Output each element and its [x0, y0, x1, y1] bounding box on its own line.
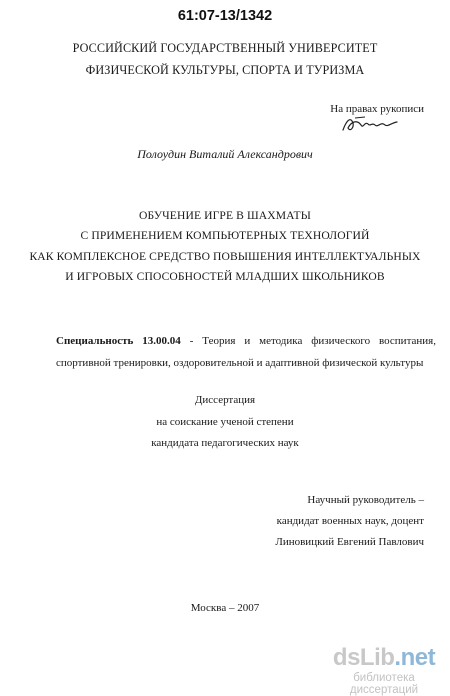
supervisor-title: Научный руководитель – — [307, 494, 424, 506]
watermark-logo — [322, 644, 446, 672]
dissertation-label: Диссертация — [194, 394, 256, 406]
catalog-number: 61:07-13/1342 — [177, 8, 273, 24]
title-line-2: С ПРИМЕНЕНИЕМ КОМПЬЮТЕРНЫХ ТЕХНОЛОГИЙ — [80, 229, 370, 242]
watermark-logo-main: dsLib — [332, 644, 395, 671]
specialty-code: Специальность 13.00.04 — [56, 335, 181, 347]
university-name-line2: ФИЗИЧЕСКОЙ КУЛЬТУРЫ, СПОРТА И ТУРИЗМА — [85, 63, 365, 77]
title-line-1: ОБУЧЕНИЕ ИГРЕ В ШАХМАТЫ — [139, 209, 311, 222]
author-name: Полоудин Виталий Александрович — [137, 147, 313, 161]
watermark-logo-suffix: .net — [394, 644, 436, 671]
university-name-line1: РОССИЙСКИЙ ГОСУДАРСТВЕННЫЙ УНИВЕРСИТЕТ — [72, 41, 378, 55]
degree-line-2: кандидата педагогических наук — [151, 437, 299, 449]
supervisor-degree: кандидат военных наук, доцент — [276, 515, 424, 527]
supervisor-name: Линовицкий Евгений Павлович — [275, 536, 424, 548]
title-line-3: КАК КОМПЛЕКСНОЕ СРЕДСТВО ПОВЫШЕНИЯ ИНТЕЛЛЕКТУАЛЬНЫХ — [29, 250, 421, 263]
city-year: Москва – 2007 — [190, 602, 260, 614]
signature-icon — [341, 113, 403, 135]
watermark-subtitle: библиотека диссертаций — [349, 672, 419, 696]
specialty-text: - Теория и методика физического воспитания, спортивной тренировки, оздоровительной и адаптивной физической культуры — [56, 335, 436, 369]
title-line-4: И ИГРОВЫХ СПОСОБНОСТЕЙ МЛАДШИХ ШКОЛЬНИКОВ — [65, 270, 385, 283]
specialty-paragraph — [56, 330, 436, 374]
degree-line-1: на соискание ученой степени — [156, 416, 294, 428]
rights-note: На правах рукописи — [330, 103, 424, 115]
